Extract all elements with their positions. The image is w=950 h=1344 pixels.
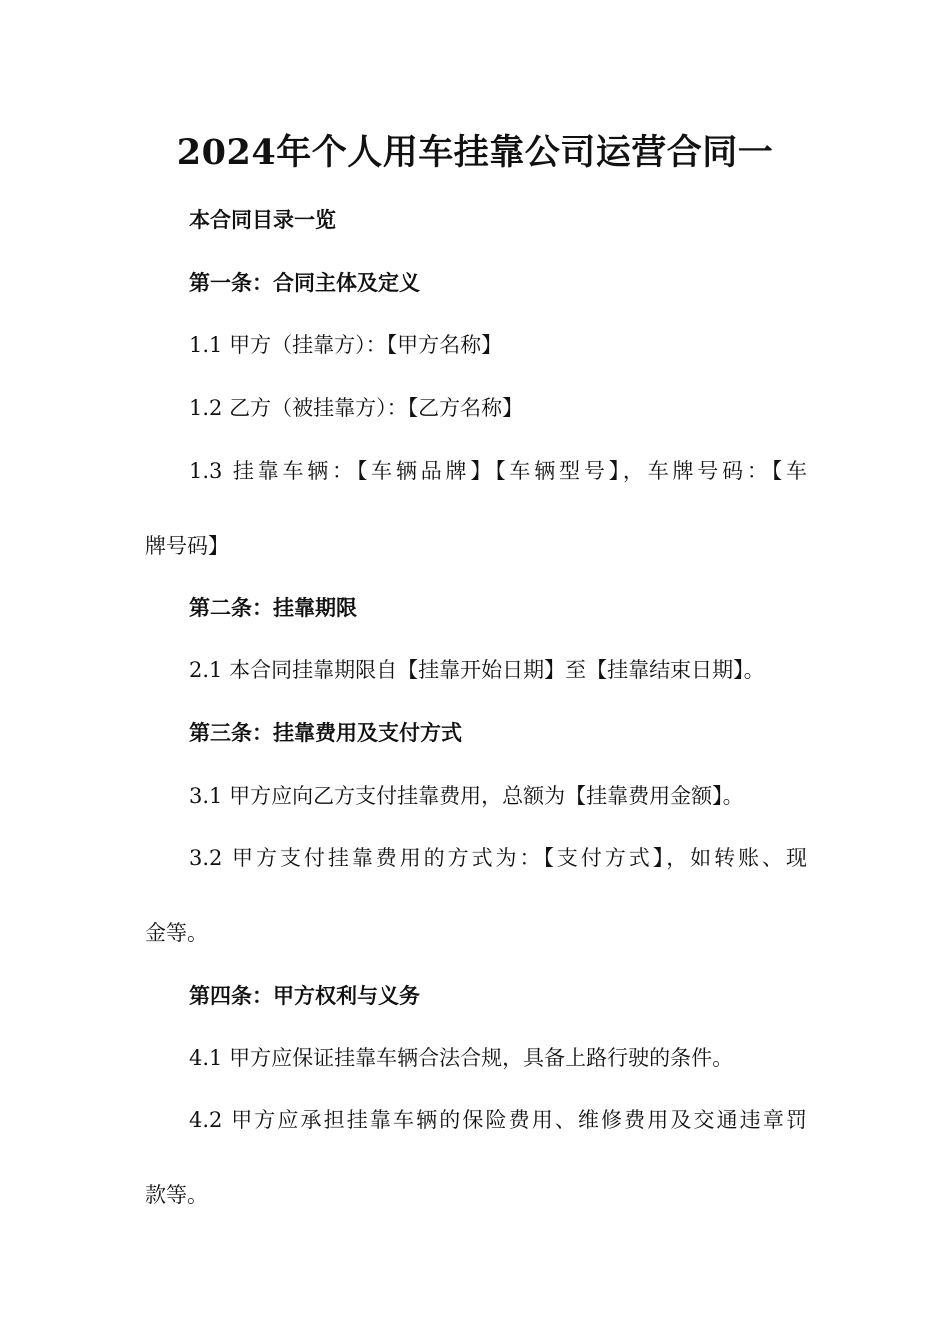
- clause-1-1: 1.1 甲方（挂靠方）：【甲方名称】: [189, 333, 503, 357]
- clause-4-1: 4.1 甲方应保证挂靠车辆合法合规，具备上路行驶的条件。: [189, 1046, 734, 1070]
- clause-2-1: 2.1 本合同挂靠期限自【挂靠开始日期】至【挂靠结束日期】。: [189, 658, 765, 682]
- article-2-heading: 第二条：挂靠期限: [189, 595, 357, 620]
- clause-1-3-line-2: 牌号码】: [145, 534, 229, 558]
- article-3-heading: 第三条：挂靠费用及支付方式: [189, 720, 462, 745]
- clause-3-1: 3.1 甲方应向乙方支付挂靠费用，总额为【挂靠费用金额】。: [189, 784, 744, 808]
- article-4-heading: 第四条：甲方权利与义务: [189, 983, 420, 1008]
- article-1-heading: 第一条：合同主体及定义: [189, 270, 420, 295]
- clause-1-2: 1.2 乙方（被挂靠方）：【乙方名称】: [189, 396, 524, 420]
- clause-3-2-line-2: 金等。: [145, 921, 208, 945]
- clause-4-2-line-2: 款等。: [145, 1183, 208, 1207]
- clause-3-2-line-1: 3.2 甲方支付挂靠费用的方式为：【支付方式】，如转账、现: [189, 846, 807, 870]
- clause-1-3-line-1: 1.3 挂靠车辆：【车辆品牌】【车辆型号】，车牌号码：【车: [189, 459, 807, 483]
- clause-4-2-line-1: 4.2 甲方应承担挂靠车辆的保险费用、维修费用及交通违章罚: [189, 1108, 807, 1132]
- document-title: 2024年个人用车挂靠公司运营合同一: [176, 132, 774, 173]
- toc-heading: 本合同目录一览: [189, 207, 336, 232]
